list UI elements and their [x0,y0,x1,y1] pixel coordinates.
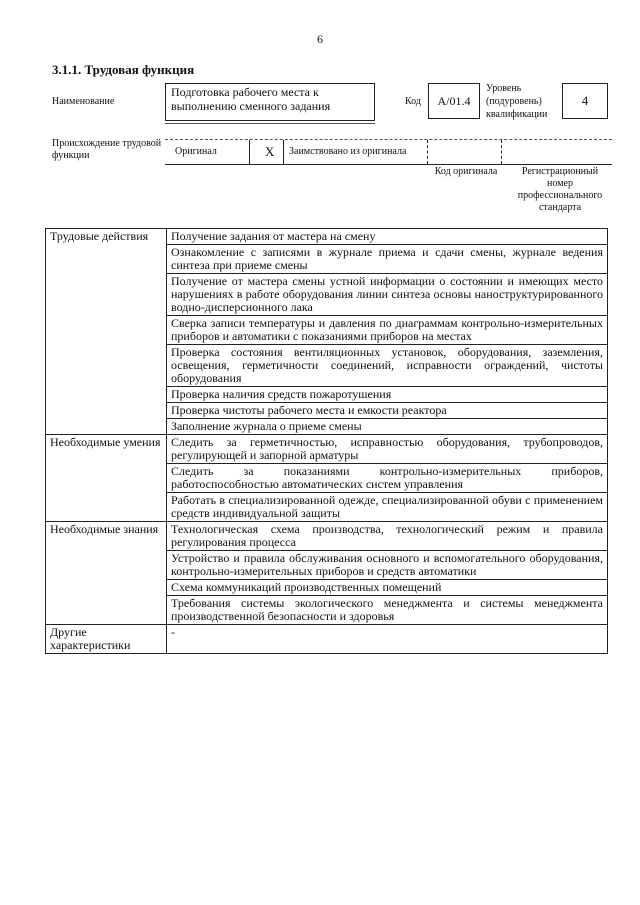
reg-number-caption: Регистрационный номер профессионального стандарта [517,166,603,213]
table-row [46,625,608,654]
group-item: - [167,625,608,654]
code-label: Код [405,96,421,107]
group-item: Проверка наличия средств пожаротушения [167,387,608,403]
origin-row [165,139,612,165]
table-row [46,229,608,245]
group-item: Технологическая схема производства, технологический режим и правила регулирования процесса [167,522,608,551]
group-item: Сверка записи температуры и давления по диаграммам контрольно-измерительных приборов и автоматики с показаниями приборов на местах [167,316,608,345]
name-value: Подготовка рабочего места к выполнению сменного задания [165,83,375,121]
table-row [46,522,608,551]
group-item: Получение от мастера смены устной информации о состоянии и имеющих место нарушениях в работе оборудования линии синтеза основы наноструктурированного водно-дисперсионного лака [167,274,608,316]
group-item: Получение задания от мастера на смену [167,229,608,245]
origin-mark: X [265,144,275,159]
code-original-caption: Код оригинала [434,166,498,177]
group-item: Следить за показаниями контрольно-измерительных приборов, работоспособностью автоматических систем управления [167,464,608,493]
origin-original: Оригинал [175,146,217,157]
group-label: Другие характеристики [46,625,167,654]
origin-borrowed: Заимствовано из оригинала [289,146,407,157]
group-item: Устройство и правила обслуживания основного и вспомогательного оборудования, контрольно-измерительных приборов и средств автоматики [167,551,608,580]
level-value: 4 [562,83,608,119]
page-number: 6 [317,32,323,46]
group-item: Ознакомление с записями в журнале приема и сдачи смены, журнале ведения синтеза при приеме смены [167,245,608,274]
group-item: Следить за герметичностью, исправностью оборудования, трубопроводов, регулирующей и запорной арматуры [167,435,608,464]
group-label: Необходимые знания [46,522,167,625]
section-title: 3.1.1. Трудовая функция [52,62,195,77]
group-item: Требования системы экологического менеджмента и системы менеджмента производственной безопасности и здоровья [167,596,608,625]
labor-function-table [45,228,608,654]
group-label: Трудовые действия [46,229,167,435]
code-value: А/01.4 [428,83,480,119]
origin-label: Происхождение трудовой функции [52,138,162,161]
table-row [46,435,608,464]
group-label: Необходимые умения [46,435,167,522]
group-item: Проверка состояния вентиляционных установок, оборудования, заземления, освещения, герметичности соединений, исправности ограждений, чистоты оборудования [167,345,608,387]
group-item: Схема коммуникаций производственных помещений [167,580,608,596]
group-item: Заполнение журнала о приеме смены [167,419,608,435]
name-label: Наименование [52,96,115,107]
group-item: Проверка чистоты рабочего места и емкости реактора [167,403,608,419]
group-item: Работать в специализированной одежде, специализированной обуви с применением средств индивидуальной защиты [167,493,608,522]
level-label: Уровень (подуровень) квалификации [486,83,548,120]
